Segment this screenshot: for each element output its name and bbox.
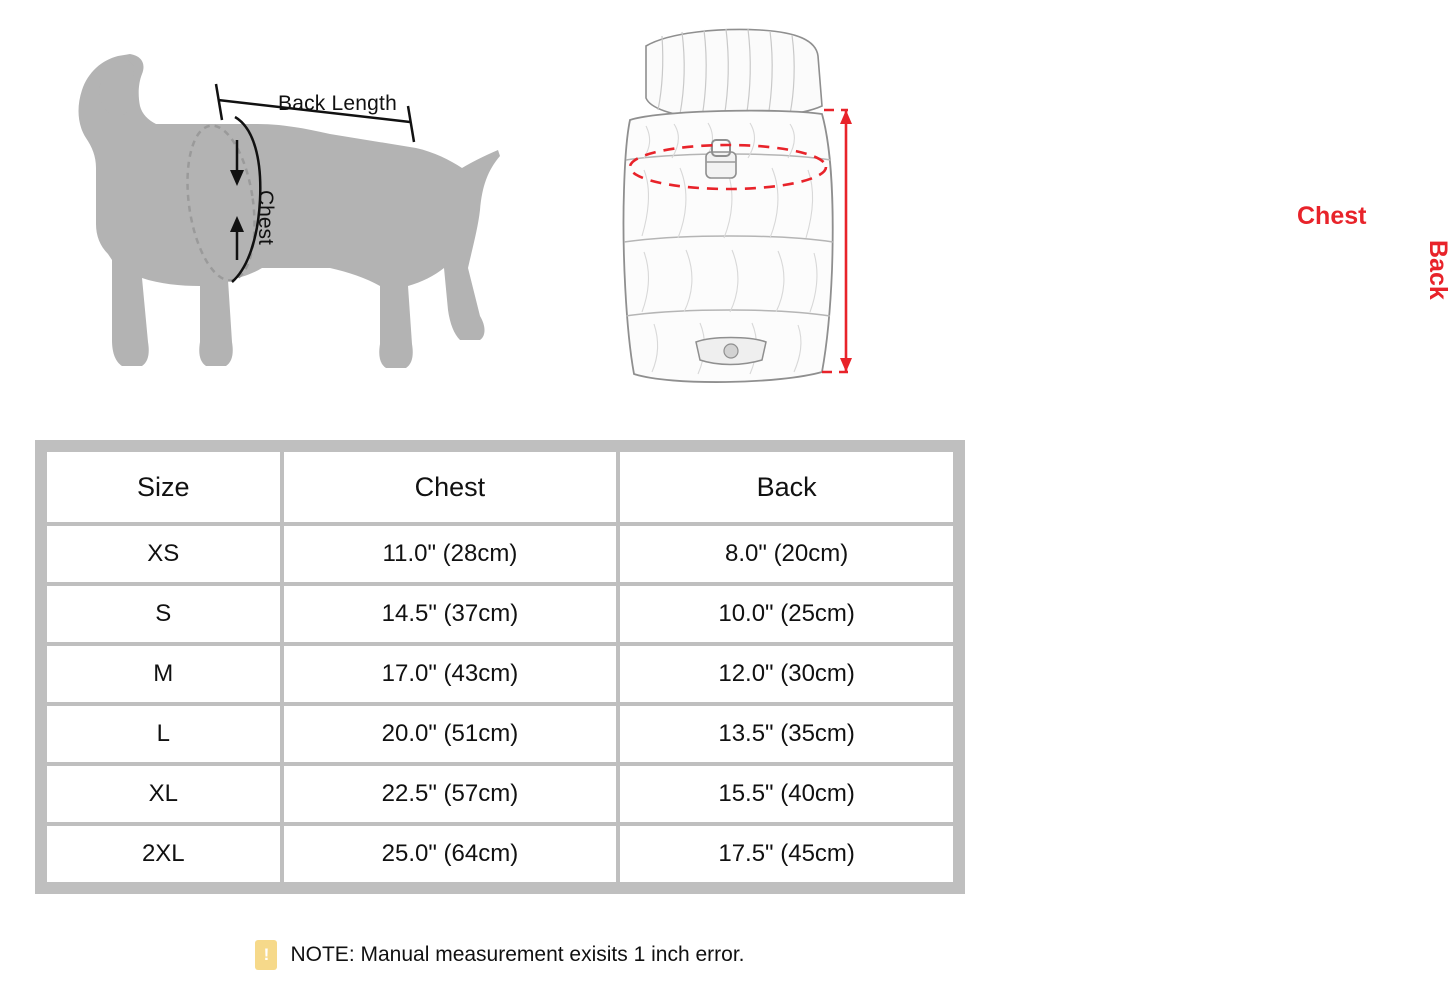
cell-back: 15.5" (40cm)	[618, 764, 955, 824]
vest-diagram	[600, 10, 1452, 410]
table-header-row	[45, 450, 955, 524]
table-row	[45, 644, 955, 704]
dog-back-length-label: Back Length	[278, 92, 397, 115]
cell-chest: 25.0" (64cm)	[282, 824, 619, 884]
cell-size: L	[45, 704, 282, 764]
size-chart-table-wrap	[35, 440, 965, 894]
vest-logo-patch	[696, 338, 766, 365]
cell-back: 8.0" (20cm)	[618, 524, 955, 584]
cell-back: 17.5" (45cm)	[618, 824, 955, 884]
measurement-diagram	[0, 0, 1452, 420]
dog-diagram	[30, 10, 550, 410]
table-row	[45, 824, 955, 884]
note-text: NOTE: Manual measurement exisits 1 inch error.	[290, 943, 745, 966]
cell-size: S	[45, 584, 282, 644]
exclamation-icon: !	[255, 940, 277, 970]
dog-chest-label: Chest	[254, 190, 277, 245]
table-row	[45, 584, 955, 644]
vest-product-svg	[600, 10, 980, 410]
table-row	[45, 524, 955, 584]
cell-chest: 14.5" (37cm)	[282, 584, 619, 644]
cell-size: 2XL	[45, 824, 282, 884]
column-header-back: Back	[618, 450, 955, 524]
cell-chest: 17.0" (43cm)	[282, 644, 619, 704]
vest-collar	[646, 30, 822, 119]
cell-size: M	[45, 644, 282, 704]
cell-back: 10.0" (25cm)	[618, 584, 955, 644]
column-header-size: Size	[45, 450, 282, 524]
cell-size: XS	[45, 524, 282, 584]
column-header-chest: Chest	[282, 450, 619, 524]
table-row	[45, 764, 955, 824]
size-chart-table	[43, 448, 957, 886]
table-row	[45, 704, 955, 764]
vest-back-label: Back	[1424, 240, 1452, 300]
vest-chest-label: Chest	[1297, 202, 1367, 230]
cell-back: 13.5" (35cm)	[618, 704, 955, 764]
dog-silhouette-svg	[30, 10, 550, 410]
cell-chest: 22.5" (57cm)	[282, 764, 619, 824]
cell-chest: 20.0" (51cm)	[282, 704, 619, 764]
cell-size: XL	[45, 764, 282, 824]
note-row	[0, 940, 1000, 970]
cell-back: 12.0" (30cm)	[618, 644, 955, 704]
cell-chest: 11.0" (28cm)	[282, 524, 619, 584]
